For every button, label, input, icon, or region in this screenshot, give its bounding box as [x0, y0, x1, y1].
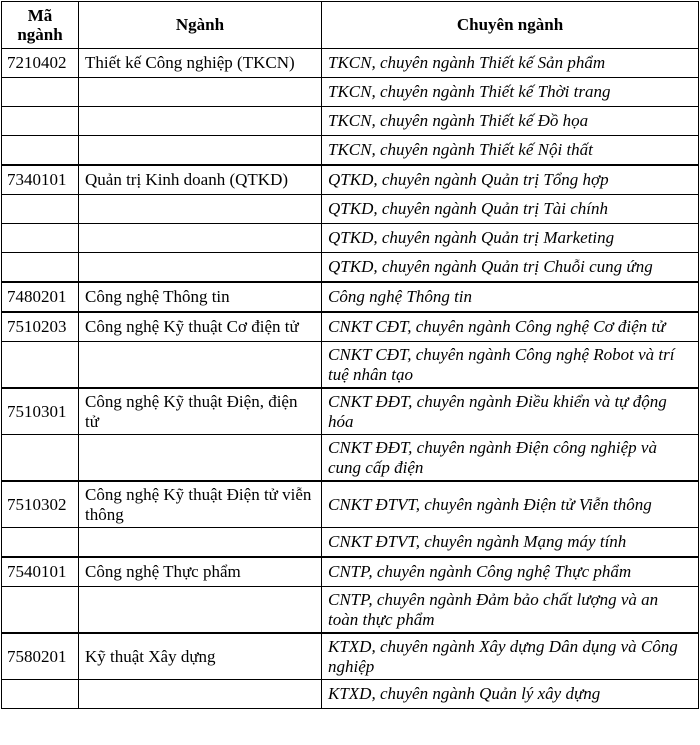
cell-specialization: CNTP, chuyên ngành Đảm bảo chất lượng và an toàn thực phẩm [322, 587, 699, 634]
cell-major: Thiết kế Công nghiệp (TKCN) [79, 49, 322, 78]
cell-major: Kỹ thuật Xây dựng [79, 633, 322, 680]
cell-major [79, 107, 322, 136]
cell-specialization: CNTP, chuyên ngành Công nghệ Thực phẩm [322, 557, 699, 587]
cell-code [2, 253, 79, 283]
cell-major: Công nghệ Thực phẩm [79, 557, 322, 587]
cell-specialization: CNKT ĐTVT, chuyên ngành Điện tử Viễn thông [322, 481, 699, 528]
table-row [2, 282, 699, 312]
table-row [2, 165, 699, 195]
cell-code: 7480201 [2, 282, 79, 312]
table-row [2, 680, 699, 709]
header-specialization: Chuyên ngành [322, 2, 699, 49]
cell-major: Công nghệ Kỹ thuật Điện, điện tử [79, 388, 322, 435]
cell-major [79, 195, 322, 224]
cell-code [2, 528, 79, 558]
cell-code [2, 680, 79, 709]
table-row [2, 342, 699, 389]
header-code [2, 2, 79, 49]
table-row [2, 557, 699, 587]
majors-table [1, 1, 699, 709]
cell-specialization: TKCN, chuyên ngành Thiết kế Đồ họa [322, 107, 699, 136]
table-row [2, 195, 699, 224]
table-row [2, 136, 699, 166]
cell-specialization: KTXD, chuyên ngành Quản lý xây dựng [322, 680, 699, 709]
table-header-row [2, 2, 699, 49]
table-row [2, 78, 699, 107]
cell-major [79, 680, 322, 709]
table-row [2, 253, 699, 283]
cell-specialization: QTKD, chuyên ngành Quản trị Tổng hợp [322, 165, 699, 195]
cell-code [2, 435, 79, 482]
header-code-line2: ngành [17, 25, 63, 44]
header-major: Ngành [79, 2, 322, 49]
cell-major [79, 136, 322, 166]
cell-code [2, 78, 79, 107]
cell-major [79, 78, 322, 107]
cell-specialization: QTKD, chuyên ngành Quản trị Tài chính [322, 195, 699, 224]
header-code-line1: Mã [27, 6, 53, 25]
table-row [2, 107, 699, 136]
cell-major: Công nghệ Thông tin [79, 282, 322, 312]
cell-code: 7210402 [2, 49, 79, 78]
cell-major [79, 253, 322, 283]
table-row [2, 633, 699, 680]
cell-code: 7510302 [2, 481, 79, 528]
cell-major: Quản trị Kinh doanh (QTKD) [79, 165, 322, 195]
table-row [2, 587, 699, 634]
cell-specialization: QTKD, chuyên ngành Quản trị Chuỗi cung ứng [322, 253, 699, 283]
cell-specialization: TKCN, chuyên ngành Thiết kế Thời trang [322, 78, 699, 107]
cell-code: 7580201 [2, 633, 79, 680]
cell-code [2, 107, 79, 136]
cell-specialization: TKCN, chuyên ngành Thiết kế Sản phẩm [322, 49, 699, 78]
cell-code [2, 587, 79, 634]
table-row [2, 481, 699, 528]
cell-specialization: CNKT ĐĐT, chuyên ngành Điện công nghiệp và cung cấp điện [322, 435, 699, 482]
cell-code: 7510301 [2, 388, 79, 435]
cell-major [79, 342, 322, 389]
table-row [2, 388, 699, 435]
cell-specialization: Công nghệ Thông tin [322, 282, 699, 312]
cell-major [79, 435, 322, 482]
cell-specialization: CNKT ĐTVT, chuyên ngành Mạng máy tính [322, 528, 699, 558]
cell-specialization: TKCN, chuyên ngành Thiết kế Nội thất [322, 136, 699, 166]
cell-major [79, 528, 322, 558]
cell-specialization: KTXD, chuyên ngành Xây dựng Dân dụng và Công nghiệp [322, 633, 699, 680]
cell-code [2, 195, 79, 224]
table-row [2, 312, 699, 342]
cell-code [2, 342, 79, 389]
cell-code: 7340101 [2, 165, 79, 195]
table-row [2, 49, 699, 78]
cell-major [79, 224, 322, 253]
cell-code [2, 224, 79, 253]
cell-major: Công nghệ Kỹ thuật Điện tử viễn thông [79, 481, 322, 528]
cell-major: Công nghệ Kỹ thuật Cơ điện tử [79, 312, 322, 342]
cell-code: 7510203 [2, 312, 79, 342]
table-row [2, 224, 699, 253]
table-row [2, 435, 699, 482]
cell-specialization: CNKT ĐĐT, chuyên ngành Điều khiển và tự động hóa [322, 388, 699, 435]
cell-specialization: CNKT CĐT, chuyên ngành Công nghệ Robot và trí tuệ nhân tạo [322, 342, 699, 389]
cell-specialization: CNKT CĐT, chuyên ngành Công nghệ Cơ điện tử [322, 312, 699, 342]
table-row [2, 528, 699, 558]
cell-code [2, 136, 79, 166]
cell-code: 7540101 [2, 557, 79, 587]
cell-specialization: QTKD, chuyên ngành Quản trị Marketing [322, 224, 699, 253]
cell-major [79, 587, 322, 634]
